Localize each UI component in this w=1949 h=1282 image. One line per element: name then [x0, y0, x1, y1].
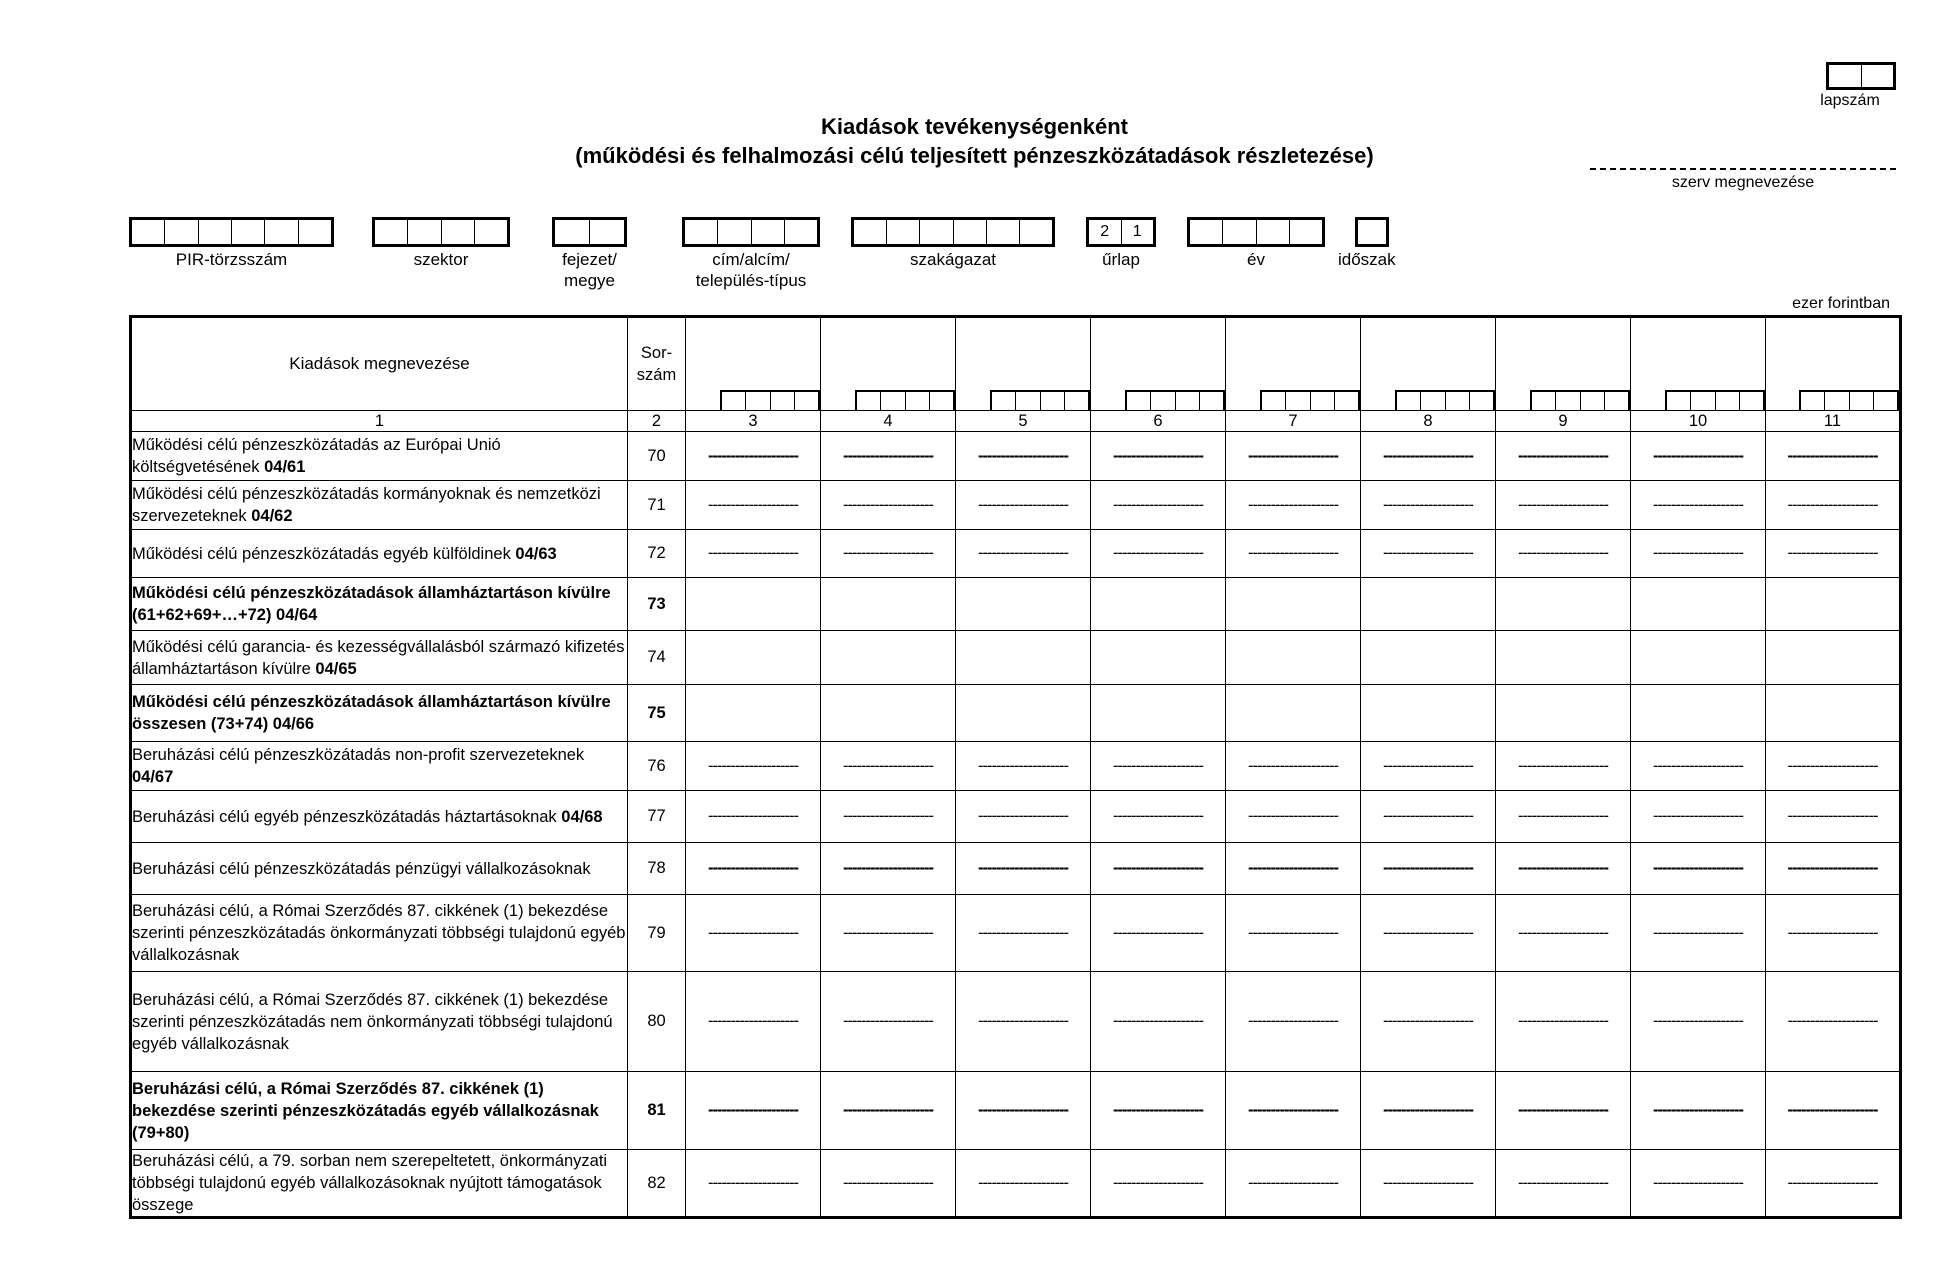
id-field-boxes[interactable] [552, 217, 627, 247]
row-name [131, 1072, 628, 1150]
value-cell-dashed[interactable]: -------------------- [956, 530, 1091, 578]
column-code-box[interactable] [1667, 392, 1691, 410]
id-field-boxes[interactable] [129, 217, 334, 247]
column-code-box[interactable] [1176, 392, 1200, 410]
column-code-box[interactable] [1470, 392, 1493, 410]
row-name [131, 631, 628, 685]
id-field-boxes[interactable] [682, 217, 820, 247]
value-cell-dashed[interactable]: -------------------- [1496, 742, 1631, 791]
row-name [131, 432, 628, 481]
value-cell-dashed[interactable]: -------------------- [821, 791, 956, 843]
value-cell[interactable] [1091, 631, 1226, 685]
value-cell-dashed[interactable]: -------------------- [821, 432, 956, 481]
table-row [131, 742, 1901, 791]
id-field-label: PIR-törzsszám [175, 250, 288, 269]
value-cell-dashed[interactable]: -------------------- [1496, 843, 1631, 895]
row-name-text: Működési célú pénzeszközátadás kormányoknak és nemzetközi szervezeteknek [132, 485, 601, 525]
column-code-box[interactable] [1016, 392, 1040, 410]
column-code-boxes[interactable] [1799, 390, 1899, 410]
form-subtitle: (működési és felhalmozási célú teljesített pénzeszközátadások részletezése) [575, 143, 1374, 168]
value-cell-dashed[interactable]: -------------------- [686, 791, 821, 843]
table-row [131, 1072, 1901, 1150]
row-name-code: Működési célú pénzeszközátadások államháztartáson kívülre (61+62+69+…+72) 04/64 [132, 584, 611, 624]
id-field-boxes[interactable] [1086, 217, 1156, 247]
column-code-box[interactable] [746, 392, 770, 410]
column-code-boxes[interactable] [1395, 390, 1495, 410]
row-sorszam: 81 [628, 1072, 686, 1150]
row-sorszam: 74 [628, 631, 686, 685]
value-cell-dashed[interactable]: -------------------- [1766, 843, 1901, 895]
row-sorszam: 79 [628, 895, 686, 972]
value-cell[interactable] [956, 631, 1091, 685]
lapszam-box[interactable] [1862, 65, 1894, 87]
row-sorszam: 75 [628, 685, 686, 742]
table-row [131, 481, 1901, 530]
value-cell-dashed[interactable]: -------------------- [1091, 530, 1226, 578]
column-code-box[interactable] [795, 392, 818, 410]
id-field-box[interactable] [752, 220, 785, 244]
value-cell-dashed[interactable]: -------------------- [686, 843, 821, 895]
value-cell-dashed[interactable]: -------------------- [686, 432, 821, 481]
value-cell[interactable] [821, 631, 956, 685]
value-cell-dashed[interactable]: -------------------- [1631, 530, 1766, 578]
value-cell-dashed[interactable]: -------------------- [1631, 791, 1766, 843]
id-field-box[interactable] [555, 220, 590, 244]
row-name [131, 972, 628, 1072]
row-name [131, 895, 628, 972]
id-field-box[interactable] [590, 220, 624, 244]
row-name-text: Beruházási célú, a Római Szerződés 87. cikkének (1) bekezdése szerinti pénzeszközátadás önkormányzati többségi tulajdonú egyéb vállalkozásnak [132, 902, 626, 964]
id-field-label: szektor [413, 250, 469, 269]
id-field-box[interactable] [1358, 220, 1386, 244]
unit-label: ezer forintban [1792, 295, 1890, 312]
table-row [131, 843, 1901, 895]
column-code-box[interactable] [1065, 392, 1088, 410]
column-number: 6 [1091, 411, 1226, 432]
value-cell[interactable] [686, 685, 821, 742]
value-cell-dashed[interactable]: -------------------- [1496, 895, 1631, 972]
row-name-text: Beruházási célú pénzeszközátadás pénzügyi vállalkozásoknak [132, 859, 591, 878]
form-title: Kiadások tevékenységenként [821, 114, 1128, 139]
row-name [131, 685, 628, 742]
value-cell-dashed[interactable]: -------------------- [1226, 432, 1361, 481]
id-field-box[interactable] [954, 220, 987, 244]
value-cell-dashed[interactable]: -------------------- [1091, 895, 1226, 972]
row-name-code: Működési célú pénzeszközátadások államháztartáson kívülre összesen (73+74) 04/66 [132, 693, 611, 733]
row-name-text: Beruházási célú pénzeszközátadás non-profit szervezeteknek [132, 746, 585, 764]
value-cell[interactable] [1496, 631, 1631, 685]
value-cell-dashed[interactable]: -------------------- [1496, 1150, 1631, 1218]
value-cell-dashed[interactable]: -------------------- [1631, 432, 1766, 481]
column-code-box[interactable] [1801, 392, 1825, 410]
id-field-box[interactable] [785, 220, 817, 244]
column-code-box[interactable] [1532, 392, 1556, 410]
header-sorszam: Sor- szám [628, 317, 686, 411]
value-cell-dashed[interactable]: -------------------- [821, 1072, 956, 1150]
value-cell-dashed[interactable]: -------------------- [1091, 1150, 1226, 1218]
row-name-code: 04/63 [515, 544, 557, 563]
value-cell-dashed[interactable]: -------------------- [1361, 1072, 1496, 1150]
column-code-box[interactable] [1581, 392, 1605, 410]
value-cell-dashed[interactable]: -------------------- [1091, 791, 1226, 843]
row-sorszam: 77 [628, 791, 686, 843]
value-cell-dashed[interactable]: -------------------- [1091, 1072, 1226, 1150]
header-data-cell[interactable] [1496, 317, 1631, 411]
row-name [131, 1150, 628, 1218]
column-code-boxes[interactable] [1125, 390, 1225, 410]
value-cell-dashed[interactable]: -------------------- [956, 1150, 1091, 1218]
value-cell-dashed[interactable]: -------------------- [821, 1150, 956, 1218]
value-cell-dashed[interactable]: -------------------- [1766, 791, 1901, 843]
value-cell-dashed[interactable]: -------------------- [956, 843, 1091, 895]
header-data-cell[interactable] [1766, 317, 1901, 411]
value-cell[interactable] [821, 685, 956, 742]
id-field-box[interactable] [199, 220, 232, 244]
value-cell-dashed[interactable]: -------------------- [1631, 481, 1766, 530]
value-cell-dashed[interactable]: -------------------- [1496, 432, 1631, 481]
id-field-boxes[interactable] [372, 217, 510, 247]
header-data-cell[interactable] [1361, 317, 1496, 411]
column-code-box[interactable] [1740, 392, 1763, 410]
row-name-code: Beruházási célú, a Római Szerződés 87. cikkének (1) bekezdése szerinti pénzeszközátadás egyéb vállalkozásnak (79+80) [132, 1079, 599, 1142]
value-cell-dashed[interactable]: -------------------- [686, 1150, 821, 1218]
value-cell-dashed[interactable]: -------------------- [1496, 972, 1631, 1072]
value-cell[interactable] [956, 578, 1091, 631]
value-cell-dashed[interactable]: -------------------- [1631, 972, 1766, 1072]
table-row [131, 685, 1901, 742]
value-cell-dashed[interactable]: -------------------- [1091, 742, 1226, 791]
value-cell-dashed[interactable]: -------------------- [956, 972, 1091, 1072]
column-number: 9 [1496, 411, 1631, 432]
value-cell-dashed[interactable]: -------------------- [956, 791, 1091, 843]
value-cell-dashed[interactable]: -------------------- [1361, 481, 1496, 530]
id-field-box[interactable] [887, 220, 920, 244]
row-name-text: Működési célú pénzeszközátadás az Európai Unió költségvetésének [132, 436, 501, 476]
value-cell-dashed[interactable]: -------------------- [1226, 895, 1361, 972]
column-code-box[interactable] [1691, 392, 1715, 410]
value-cell-dashed[interactable]: -------------------- [686, 972, 821, 1072]
column-code-box[interactable] [1825, 392, 1849, 410]
column-number: 2 [628, 411, 686, 432]
value-cell[interactable] [956, 685, 1091, 742]
value-cell[interactable] [1226, 685, 1361, 742]
row-name-code: 04/65 [315, 659, 357, 678]
value-cell-dashed[interactable]: -------------------- [956, 432, 1091, 481]
id-field-box[interactable] [232, 220, 265, 244]
value-cell[interactable] [686, 578, 821, 631]
id-field-box[interactable] [854, 220, 887, 244]
row-sorszam: 80 [628, 972, 686, 1072]
id-field-label: időszak [1338, 250, 1396, 269]
value-cell-dashed[interactable]: -------------------- [821, 972, 956, 1072]
value-cell-dashed[interactable]: -------------------- [821, 895, 956, 972]
value-cell-dashed[interactable]: -------------------- [821, 530, 956, 578]
column-code-box[interactable] [1605, 392, 1628, 410]
column-number-row [131, 411, 1901, 432]
id-field-boxes[interactable] [1355, 217, 1389, 247]
id-field-box[interactable] [475, 220, 507, 244]
value-cell[interactable] [1766, 631, 1901, 685]
value-cell[interactable] [1091, 578, 1226, 631]
value-cell-dashed[interactable]: -------------------- [686, 1072, 821, 1150]
id-field-box[interactable] [1257, 220, 1290, 244]
id-field-boxes[interactable] [1187, 217, 1325, 247]
value-cell-dashed[interactable]: -------------------- [956, 742, 1091, 791]
column-number: 3 [686, 411, 821, 432]
id-field-box[interactable] [920, 220, 953, 244]
id-field-box[interactable] [408, 220, 441, 244]
id-field-box[interactable] [442, 220, 475, 244]
value-cell-dashed[interactable]: -------------------- [1631, 1072, 1766, 1150]
value-cell[interactable] [1226, 578, 1361, 631]
value-cell-dashed[interactable]: -------------------- [1361, 895, 1496, 972]
value-cell-dashed[interactable]: -------------------- [1496, 1072, 1631, 1150]
column-code-boxes[interactable] [1530, 390, 1630, 410]
table-row [131, 530, 1901, 578]
column-code-box[interactable] [1200, 392, 1223, 410]
column-code-box[interactable] [1041, 392, 1065, 410]
column-number: 10 [1631, 411, 1766, 432]
value-cell-dashed[interactable]: -------------------- [1226, 530, 1361, 578]
column-code-box[interactable] [1716, 392, 1740, 410]
id-field-label: szakágazat [910, 250, 996, 269]
column-code-box[interactable] [1262, 392, 1286, 410]
value-cell[interactable] [1631, 578, 1766, 631]
column-number: 1 [131, 411, 628, 432]
value-cell[interactable] [1496, 578, 1631, 631]
value-cell-dashed[interactable]: -------------------- [1226, 972, 1361, 1072]
id-field-box[interactable]: 2 [1089, 220, 1122, 244]
value-cell[interactable] [1361, 631, 1496, 685]
table-row [131, 578, 1901, 631]
row-name-text: Működési célú garancia- és kezességvállalásból származó kifizetés államháztartáson kívülre [132, 637, 625, 678]
value-cell[interactable] [1226, 631, 1361, 685]
column-code-box[interactable] [1874, 392, 1897, 410]
id-field-box[interactable] [718, 220, 751, 244]
row-sorszam: 72 [628, 530, 686, 578]
value-cell-dashed[interactable]: -------------------- [1361, 530, 1496, 578]
value-cell-dashed[interactable]: -------------------- [1226, 843, 1361, 895]
row-name [131, 530, 628, 578]
table-row [131, 432, 1901, 481]
value-cell-dashed[interactable]: -------------------- [1226, 1150, 1361, 1218]
header-data-cell[interactable] [1091, 317, 1226, 411]
szerv-label: szerv megnevezése [1671, 174, 1815, 191]
value-cell-dashed[interactable]: -------------------- [821, 481, 956, 530]
value-cell-dashed[interactable]: -------------------- [1496, 791, 1631, 843]
header-data-cell[interactable] [1631, 317, 1766, 411]
row-sorszam: 82 [628, 1150, 686, 1218]
value-cell-dashed[interactable]: -------------------- [686, 530, 821, 578]
expenses-table [129, 315, 1902, 1219]
value-cell-dashed[interactable]: -------------------- [821, 742, 956, 791]
id-field-box[interactable] [685, 220, 718, 244]
value-cell-dashed[interactable]: -------------------- [1091, 843, 1226, 895]
lapszam-label: lapszám [1820, 92, 1880, 109]
id-field-label: év [1247, 250, 1265, 269]
id-field-label: cím/alcím/ település-típus [695, 250, 807, 290]
value-cell-dashed[interactable]: -------------------- [1361, 972, 1496, 1072]
table-row [131, 1150, 1901, 1218]
value-cell-dashed[interactable]: -------------------- [1631, 843, 1766, 895]
header-data-cell[interactable] [956, 317, 1091, 411]
column-code-box[interactable] [1286, 392, 1310, 410]
row-name-text: Beruházási célú egyéb pénzeszközátadás háztartásoknak [132, 807, 562, 826]
column-code-boxes[interactable] [855, 390, 955, 410]
table-row [131, 972, 1901, 1072]
id-field-box[interactable] [1020, 220, 1052, 244]
value-cell-dashed[interactable]: -------------------- [1226, 791, 1361, 843]
value-cell-dashed[interactable]: -------------------- [1766, 895, 1901, 972]
table-row [131, 791, 1901, 843]
row-sorszam: 78 [628, 843, 686, 895]
value-cell-dashed[interactable]: -------------------- [1766, 742, 1901, 791]
value-cell[interactable] [821, 578, 956, 631]
column-code-boxes[interactable] [1665, 390, 1765, 410]
value-cell-dashed[interactable]: -------------------- [1766, 432, 1901, 481]
value-cell-dashed[interactable]: -------------------- [686, 481, 821, 530]
row-name [131, 791, 628, 843]
value-cell-dashed[interactable]: -------------------- [1631, 895, 1766, 972]
column-code-boxes[interactable] [1260, 390, 1360, 410]
id-field-label: fejezet/ megye [562, 250, 617, 290]
id-field-boxes[interactable] [851, 217, 1055, 247]
table-row [131, 631, 1901, 685]
row-sorszam: 76 [628, 742, 686, 791]
header-row [131, 317, 1901, 411]
value-cell[interactable] [1766, 685, 1901, 742]
id-field-box[interactable] [299, 220, 331, 244]
column-code-box[interactable] [857, 392, 881, 410]
column-code-box[interactable] [881, 392, 905, 410]
value-cell-dashed[interactable]: -------------------- [1226, 742, 1361, 791]
value-cell[interactable] [1091, 685, 1226, 742]
value-cell-dashed[interactable]: -------------------- [956, 1072, 1091, 1150]
value-cell-dashed[interactable]: -------------------- [956, 895, 1091, 972]
column-code-boxes[interactable] [720, 390, 820, 410]
column-code-boxes[interactable] [990, 390, 1090, 410]
column-code-box[interactable] [1421, 392, 1445, 410]
value-cell-dashed[interactable]: -------------------- [1361, 432, 1496, 481]
row-name-code: 04/62 [251, 507, 293, 525]
value-cell-dashed[interactable]: -------------------- [1091, 432, 1226, 481]
header-data-cell[interactable] [1226, 317, 1361, 411]
column-code-box[interactable] [1311, 392, 1335, 410]
header-data-cell[interactable] [821, 317, 956, 411]
id-field-box[interactable] [132, 220, 165, 244]
column-code-box[interactable] [1127, 392, 1151, 410]
id-field-box[interactable] [1223, 220, 1256, 244]
row-name-text: Működési célú pénzeszközátadás egyéb külföldinek [132, 544, 516, 563]
row-name-code: 04/61 [264, 458, 306, 476]
value-cell-dashed[interactable]: -------------------- [1631, 742, 1766, 791]
id-field-box[interactable]: 1 [1132, 223, 1142, 240]
value-cell-dashed[interactable]: -------------------- [1226, 481, 1361, 530]
value-cell-dashed[interactable]: -------------------- [1496, 481, 1631, 530]
id-field-box[interactable] [375, 220, 408, 244]
value-cell-dashed[interactable]: -------------------- [1091, 481, 1226, 530]
column-code-box[interactable] [1335, 392, 1358, 410]
value-cell-dashed[interactable]: -------------------- [1631, 1150, 1766, 1218]
header-name: Kiadások megnevezése [131, 317, 628, 411]
column-number: 5 [956, 411, 1091, 432]
column-number: 8 [1361, 411, 1496, 432]
id-field-box[interactable] [1190, 220, 1223, 244]
column-number: 4 [821, 411, 956, 432]
row-name-text: Beruházási célú, a Római Szerződés 87. cikkének (1) bekezdése szerinti pénzeszközátadás nem önkormányzati többségi tulajdonú egyéb vállalkozásnak [132, 990, 613, 1053]
column-code-box[interactable] [906, 392, 930, 410]
lapszam-boxes[interactable] [1826, 62, 1896, 90]
column-code-box[interactable] [1446, 392, 1470, 410]
row-sorszam: 70 [628, 432, 686, 481]
value-cell-dashed[interactable]: -------------------- [1091, 972, 1226, 1072]
value-cell[interactable] [1631, 685, 1766, 742]
row-sorszam: 71 [628, 481, 686, 530]
row-name-code: 04/67 [132, 768, 174, 786]
column-code-box[interactable] [1397, 392, 1421, 410]
column-code-box[interactable] [771, 392, 795, 410]
row-name-code: 04/68 [561, 807, 603, 826]
value-cell-dashed[interactable]: -------------------- [1766, 530, 1901, 578]
id-field-box[interactable] [987, 220, 1020, 244]
value-cell-dashed[interactable]: -------------------- [1766, 1072, 1901, 1150]
table-row [131, 895, 1901, 972]
id-field-box[interactable] [1290, 220, 1322, 244]
value-cell-dashed[interactable]: -------------------- [1226, 1072, 1361, 1150]
column-code-box[interactable] [722, 392, 746, 410]
column-code-box[interactable] [930, 392, 953, 410]
column-number: 7 [1226, 411, 1361, 432]
value-cell-dashed[interactable]: -------------------- [1361, 1150, 1496, 1218]
value-cell-dashed[interactable]: -------------------- [686, 742, 821, 791]
id-field-label: űrlap [1102, 250, 1140, 269]
lapszam-box[interactable] [1829, 65, 1862, 87]
row-name-text: Beruházási célú, a 79. sorban nem szerepeltetett, önkormányzati többségi tulajdonú egyéb vállalkozásoknak nyújtott támogatások összege [132, 1152, 608, 1214]
column-number: 11 [1766, 411, 1901, 432]
value-cell-dashed[interactable]: -------------------- [1361, 843, 1496, 895]
header-data-cell[interactable] [686, 317, 821, 411]
value-cell-dashed[interactable]: -------------------- [956, 481, 1091, 530]
value-cell-dashed[interactable]: -------------------- [1361, 791, 1496, 843]
szerv-line[interactable] [1590, 168, 1896, 170]
row-name [131, 843, 628, 895]
id-field-box[interactable] [165, 220, 198, 244]
column-code-box[interactable] [1850, 392, 1874, 410]
column-code-box[interactable] [992, 392, 1016, 410]
value-cell[interactable] [1361, 685, 1496, 742]
value-cell-dashed[interactable]: -------------------- [1361, 742, 1496, 791]
column-code-box[interactable] [1556, 392, 1580, 410]
column-code-box[interactable] [1151, 392, 1175, 410]
value-cell-dashed[interactable]: -------------------- [1766, 972, 1901, 1072]
value-cell[interactable] [686, 631, 821, 685]
value-cell-dashed[interactable]: -------------------- [1496, 530, 1631, 578]
id-field-box[interactable] [265, 220, 298, 244]
value-cell[interactable] [1361, 578, 1496, 631]
value-cell-dashed[interactable]: -------------------- [686, 895, 821, 972]
row-sorszam: 73 [628, 578, 686, 631]
row-name [131, 578, 628, 631]
value-cell-dashed[interactable]: -------------------- [1766, 1150, 1901, 1218]
value-cell[interactable] [1496, 685, 1631, 742]
row-name [131, 481, 628, 530]
row-name [131, 742, 628, 791]
value-cell-dashed[interactable]: -------------------- [1766, 481, 1901, 530]
value-cell-dashed[interactable]: -------------------- [821, 843, 956, 895]
value-cell[interactable] [1631, 631, 1766, 685]
value-cell[interactable] [1766, 578, 1901, 631]
